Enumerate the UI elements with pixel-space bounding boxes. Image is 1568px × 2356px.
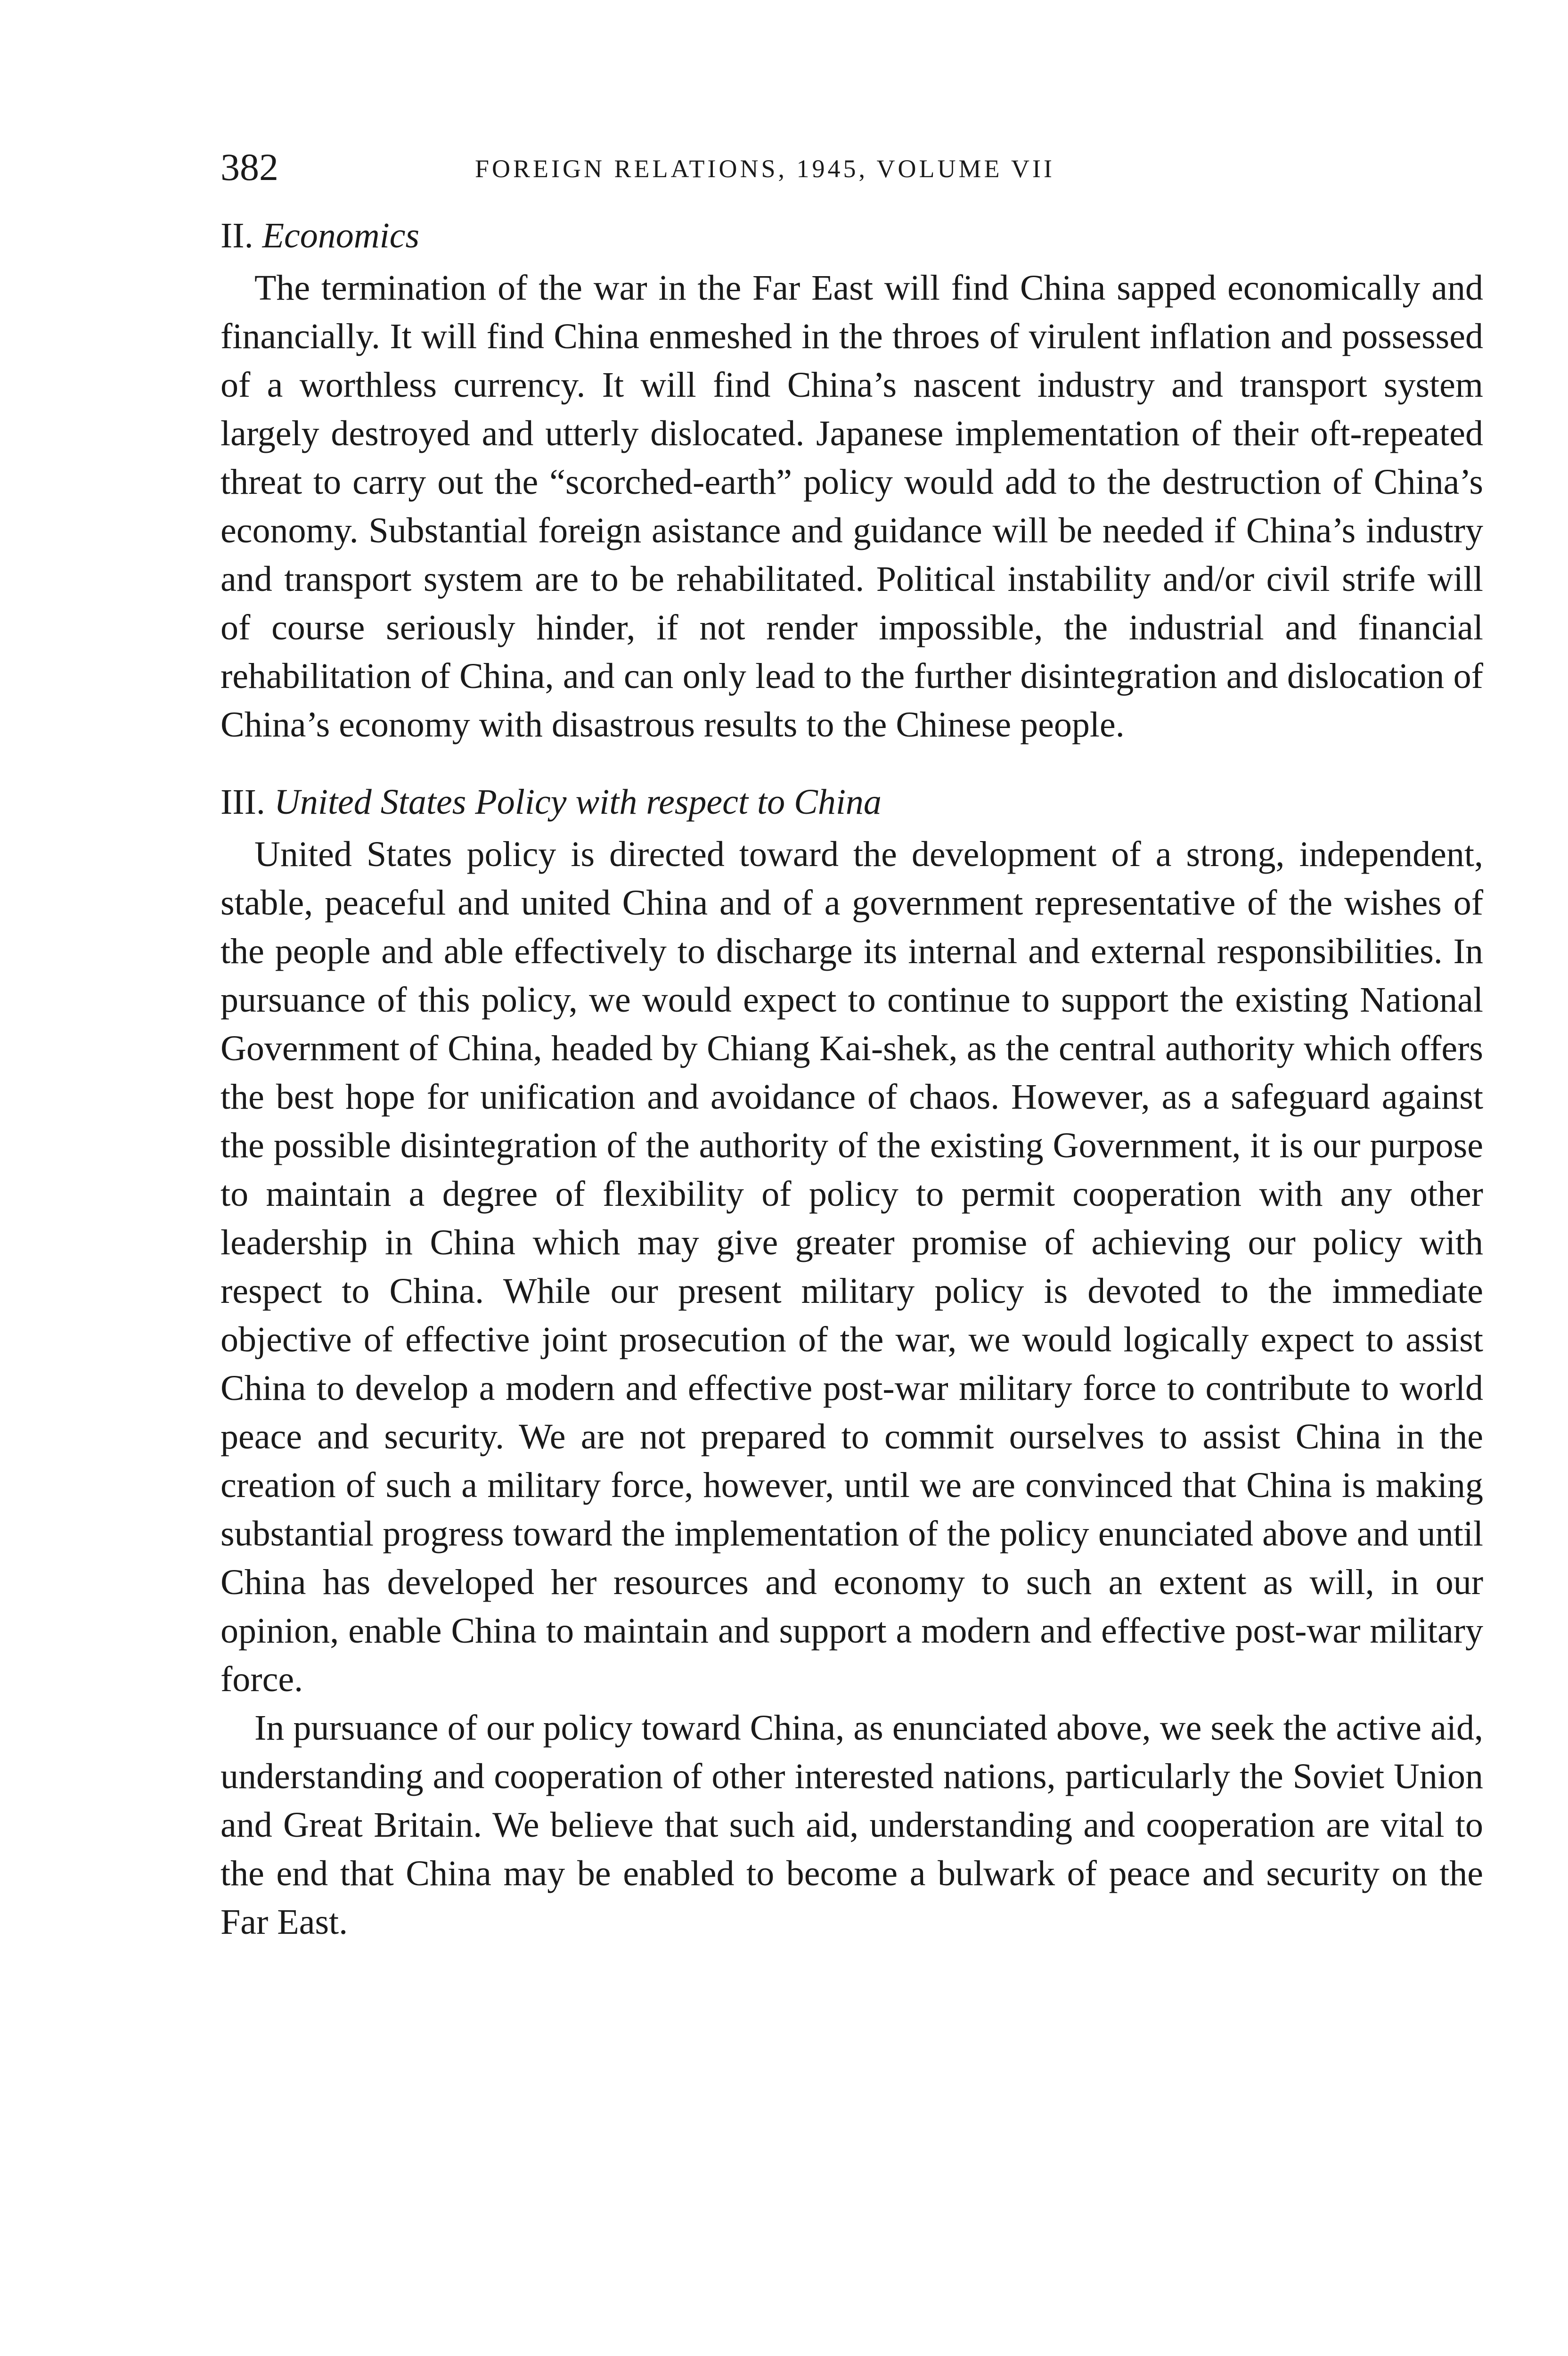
section-heading xyxy=(220,207,1483,264)
section-title: United States Policy with respect to China xyxy=(274,782,882,822)
running-title: FOREIGN RELATIONS, 1945, VOLUME VII xyxy=(475,155,1055,183)
section-title: Economics xyxy=(262,216,420,255)
document-page xyxy=(220,141,1483,1947)
running-header xyxy=(220,141,1483,193)
section-numeral: III. xyxy=(220,782,265,822)
paragraph: The termination of the war in the Far East will find China sapped economically and financially. It will find China enmeshed in the throes of virulent inflation and possessed of a worthless currency. It will find China’s nascent industry and transport system largely destroyed and utterly dislocated. Japanese implementation of their oft-repeated threat to carry out the “scorched-earth” policy would add to the destruction of China’s economy. Substantial foreign asistance and guidance will be needed if China’s industry and transport system are to be rehabilitated. Political instability and/or civil strife will of course seriously hinder, if not render impossible, the industrial and financial rehabilitation of China, and can only lead to the further disintegration and dislocation of China’s economy with disastrous results to the Chinese people. xyxy=(220,268,1483,744)
paragraph: In pursuance of our policy toward China, as enunciated above, we seek the active aid, understanding and cooperation of other interested nations, particularly the Soviet Union and Great Britain. We believe that such aid, understanding and cooperation are vital to the end that China may be enabled to become a bulwark of peace and security on the Far East. xyxy=(220,1708,1483,1942)
section-us-policy xyxy=(220,774,1483,1947)
section-heading xyxy=(220,774,1483,830)
section-numeral: II. xyxy=(220,216,253,255)
paragraph: United States policy is directed toward the development of a strong, independent, stable, peaceful and united China and of a government representative of the wishes of the people and able effectively to discharge its internal and external responsibilities. In pursuance of this policy, we would expect to continue to support the existing National Government of China, headed by Chiang Kai-shek, as the central authority which offers the best hope for unification and avoidance of chaos. However, as a safeguard against the possible disintegration of the authority of the existing Government, it is our purpose to maintain a degree of flexibility of policy to permit cooperation with any other leadership in China which may give greater promise of achieving our policy with respect to China. While our present military policy is devoted to the immediate objective of effective joint prosecution of the war, we would logically expect to assist China to develop a modern and effective post-war military force to contribute to world peace and security. We are not prepared to commit ourselves to assist China in the creation of such a military force, however, until we are convinced that China is making substantial progress toward the implementation of the policy enunciated above and until China has developed her resources and economy to such an extent as will, in our opinion, enable China to maintain and support a modern and effective post-war military force. xyxy=(220,834,1483,1699)
page-number: 382 xyxy=(220,146,278,188)
section-economics xyxy=(220,207,1483,749)
